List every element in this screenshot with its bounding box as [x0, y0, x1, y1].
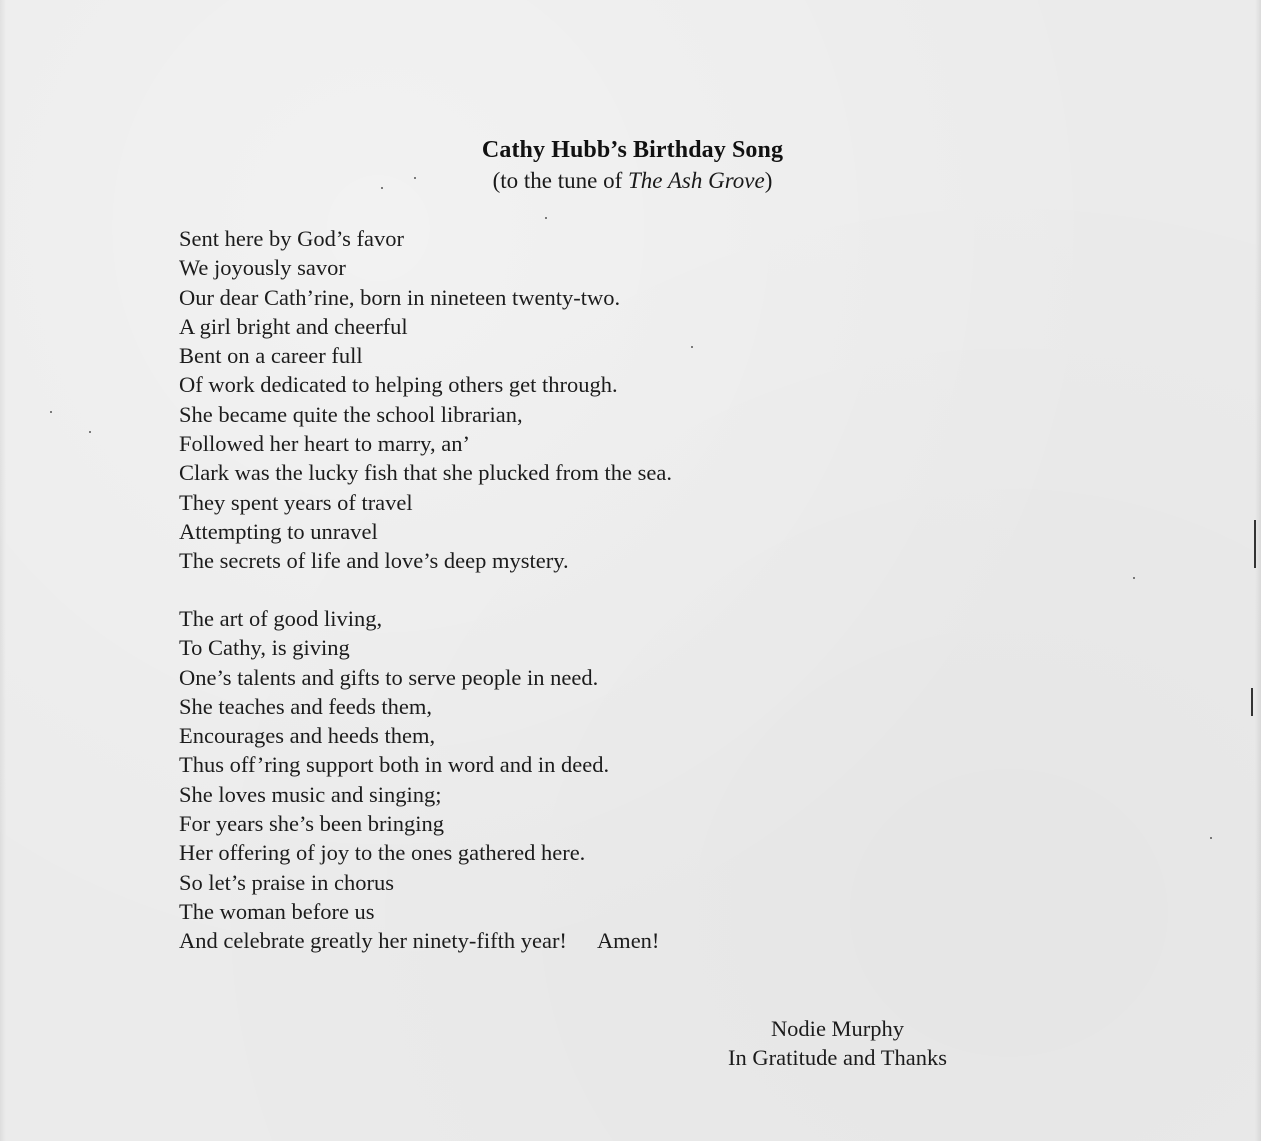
- lyric-line: So let’s praise in chorus: [179, 869, 394, 895]
- song-subtitle: [2, 166, 1261, 196]
- scan-edge-mark: [1251, 688, 1253, 716]
- lyric-line: To Cathy, is giving: [179, 635, 350, 661]
- scan-speck: [1210, 837, 1212, 839]
- lyric-line: Thus off’ring support both in word and in deed.: [179, 752, 610, 778]
- lyric-line: The secrets of life and love’s deep mystery.: [179, 548, 569, 574]
- lyric-line-final: [179, 926, 659, 955]
- lyric-line: Attempting to unravel: [179, 518, 378, 544]
- scan-speck: [691, 346, 693, 348]
- lyric-line: Sent here by God’s favor: [179, 226, 404, 251]
- author-name: Nodie Murphy: [770, 1016, 905, 1041]
- stanza-2: [179, 604, 659, 956]
- lyric-line: They spent years of travel: [179, 489, 413, 515]
- lyric-line: The art of good living,: [179, 606, 383, 631]
- stanza-1: [179, 224, 672, 576]
- lyric-line: Encourages and heeds them,: [179, 723, 436, 749]
- author-note: In Gratitude and Thanks: [728, 1045, 947, 1070]
- scan-speck: [545, 217, 547, 219]
- tune-name: The Ash Grove: [628, 168, 765, 193]
- lyric-line: Followed her heart to marry, an’: [179, 431, 470, 457]
- lyric-line: One’s talents and gifts to serve people in need.: [179, 664, 599, 690]
- final-lyric-text: And celebrate greatly her ninety-fifth year!: [179, 928, 567, 954]
- subtitle-suffix: ): [764, 168, 773, 193]
- song-title: Cathy Hubb’s Birthday Song: [481, 137, 784, 163]
- lyric-line: She teaches and feeds them,: [179, 693, 433, 719]
- lyric-line: Clark was the lucky fish that she plucked from the sea.: [179, 460, 672, 486]
- lyric-line: Bent on a career full: [179, 343, 363, 369]
- scan-speck: [50, 411, 52, 413]
- lyric-line: We joyously savor: [179, 255, 346, 281]
- lyric-line: A girl bright and cheerful: [179, 313, 408, 339]
- lyric-line: She loves music and singing;: [179, 781, 442, 807]
- scan-edge-mark: [1254, 520, 1256, 568]
- song-heading: [0, 134, 1261, 196]
- scan-speck: [1133, 577, 1135, 579]
- lyric-line: For years she’s been bringing: [179, 811, 444, 837]
- lyric-line: Of work dedicated to helping others get through.: [179, 372, 618, 398]
- lyric-line: She became quite the school librarian,: [179, 401, 523, 427]
- lyric-line: The woman before us: [179, 898, 375, 924]
- scan-speck: [89, 431, 91, 433]
- closing-amen: Amen!: [596, 928, 660, 954]
- lyric-line: Our dear Cath’rine, born in nineteen twenty-two.: [179, 284, 621, 310]
- subtitle-prefix: (to the tune of: [492, 168, 628, 193]
- signature-block: [690, 1014, 985, 1072]
- lyric-line: Her offering of joy to the ones gathered here.: [179, 840, 586, 866]
